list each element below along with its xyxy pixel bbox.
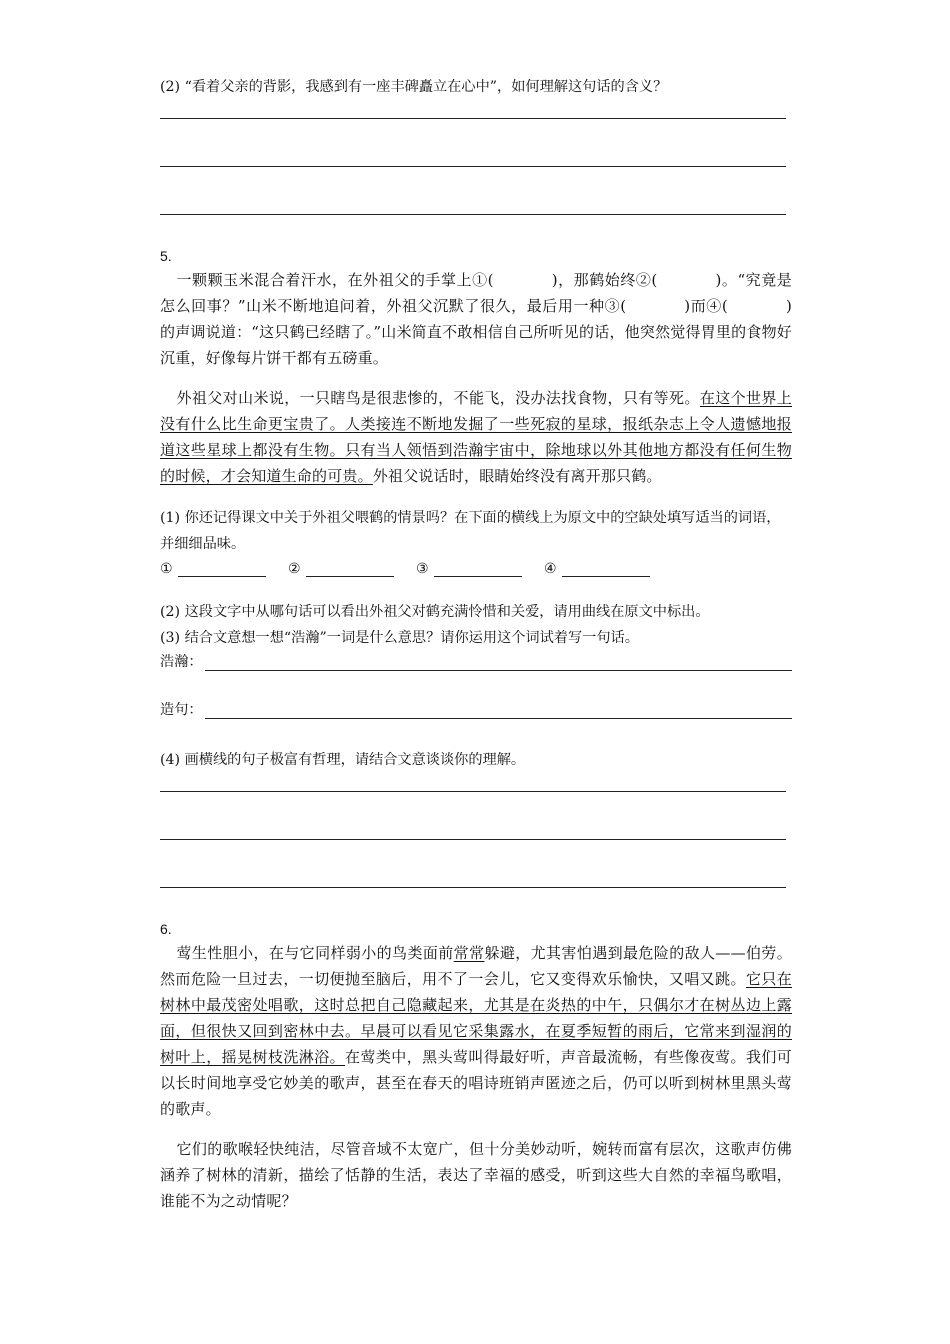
fill-in-row: [160, 557, 792, 581]
section-5-number: 5.: [160, 248, 172, 264]
worksheet-page: [160, 74, 792, 1214]
underlined-sentence: 它只在树林中最茂密处唱歌，这时总把自己隐藏起来，尤其是在炎热的中午，只偶尔才在树丛边上露面，但很快又回到密林中去。早晨可以看见它采集露水，在夏季短暂的雨后，它常来到湿润的树叶上，摇晃树枝洗淋浴。: [160, 970, 792, 1066]
fill-blank-4[interactable]: [562, 562, 650, 577]
haohan-label: 浩瀚：: [160, 654, 203, 670]
zaoju-answer-line[interactable]: [205, 704, 792, 719]
section-6-paragraph-2: 它们的歌喉轻快纯洁，尽管音域不太宽广，但十分美妙动听，婉转而富有层次，这歌声仿佛涵养了树林的清新，描绘了恬静的生活，表达了幸福的感受，听到这些大自然的幸福鸟歌唱，谁能不为之动情呢？: [160, 1140, 792, 1210]
fill-blank-3[interactable]: [434, 562, 522, 577]
section-5-question-3: (3) 结合文意想一想“浩瀚”一词是什么意思？请你运用这个词试着写一句话。: [160, 630, 639, 646]
section-5-question-4: (4) 画横线的句子极富有哲理，请结合文意谈谈你的理解。: [160, 752, 526, 768]
fill-label-2: ②: [288, 561, 301, 577]
zaoju-label: 造句：: [160, 702, 203, 718]
text: )，那鹤始终②(: [551, 271, 658, 289]
fill-blank-1[interactable]: [178, 562, 266, 577]
section-5-paragraph-1: [160, 267, 792, 371]
text: 莺生性胆小，在与它同样弱小的鸟类面前: [176, 944, 454, 962]
fill-label-1: ①: [160, 561, 173, 577]
fill-blank-2[interactable]: [306, 562, 394, 577]
section-6-number: 6.: [160, 921, 172, 937]
text: 外祖父说话时，眼睛始终没有离开那只鹤。: [372, 467, 662, 485]
text: 外祖父对山米说，一只瞎鸟是很悲惨的，不能飞，没办法找食物，只有等死。: [176, 389, 700, 407]
section-5-paragraph-2: [160, 385, 792, 489]
fill-label-3: ③: [416, 561, 429, 577]
underlined-word: 常常: [453, 944, 485, 962]
section-6-paragraph-1: [160, 940, 792, 1122]
underlined-sentence: 在这个世界上没有什么比生命更宝贵了。人类接连不断地发掘了一些死寂的星球，报纸杂志上令人遗憾地报道这些星球上都没有生物。只有当人领悟到浩瀚宇宙中，除地球以外其他地方都没有任何生物的时候，才会知道生命的可贵。: [160, 389, 792, 485]
zaoju-row: [160, 699, 792, 719]
text: 一颗颗玉米混合着汗水，在外祖父的手掌上①(: [176, 271, 494, 289]
section-5-question-2: (2) 这段文字中从哪句话可以看出外祖父对鹤充满怜惜和关爱，请用曲线在原文中标出。: [160, 604, 710, 620]
text: )的声调说道：“这只鹤已经瞎了。”山米简直不敢相信自己所听见的话，他突然觉得胃里的食物好沉重，好像每片饼干都有五磅重。: [160, 297, 792, 367]
question-2-prev-prompt: (2) “看着父亲的背影，我感到有一座丰碑矗立在心中”，如何理解这句话的含义？: [160, 79, 668, 95]
section-5-question-1: (1) 你还记得课文中关于外祖父喂鹤的情景吗？在下面的横线上为原文中的空缺处填写适当的词语，并细细品味。: [160, 510, 781, 552]
text: 在莺类中，黑头莺叫得最好听，声音最流畅，有些像夜莺。我们可以长时间地享受它妙美的歌声，甚至在春天的唱诗班销声匿迹之后，仍可以听到树林里黑头莺的歌声。: [160, 1048, 792, 1118]
text: 躲避，尤其害怕遇到最危险的敌人——伯劳。然而危险一旦过去，一切便抛至脑后，用不了一会儿，它又变得欢乐愉快，又唱又跳。: [160, 944, 792, 988]
haohan-answer-line[interactable]: [205, 656, 792, 671]
fill-label-4: ④: [544, 561, 557, 577]
text: )。“究竟是怎么回事？”山米不断地追问着，外祖父沉默了很久，最后用一种③(: [160, 271, 792, 315]
text: )而④(: [684, 297, 728, 315]
haohan-row: [160, 651, 792, 671]
